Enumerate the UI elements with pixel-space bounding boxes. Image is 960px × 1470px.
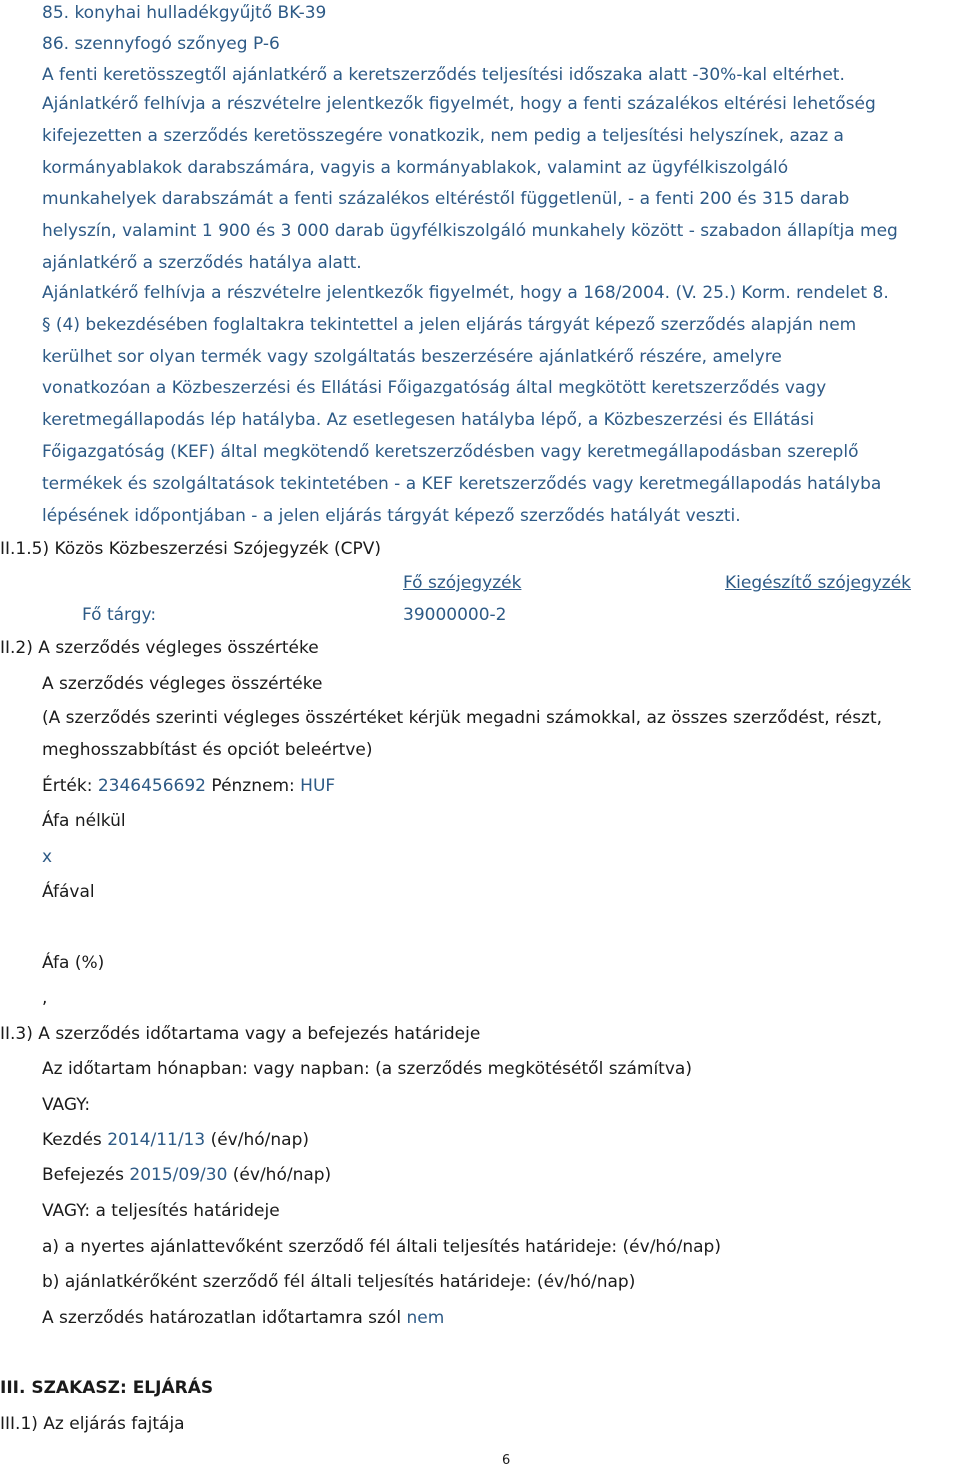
duration-line: Az időtartam hónapban: vagy napban: (a szerződés megkötésétől számítva) [42, 1059, 692, 1079]
value-note: meghosszabbítást és opciót beleértve) [42, 740, 373, 760]
start-date: 2014/11/13 [107, 1130, 206, 1150]
paragraph-line: § (4) bekezdésében foglaltakra tekintettel a jelen eljárás tárgyát képező szerződés alapján nem [42, 314, 857, 335]
paragraph-line: kifejezetten a szerződés keretösszegére vonatkozik, nem pedig a teljesítési helyszínek, azaz a [42, 125, 844, 146]
intro-line: A fenti keretösszegtől ajánlatkérő a keretszerződés teljesítési időszaka alatt -30%-kal eltérhet. [42, 65, 845, 85]
paragraph-line: Ajánlatkérő felhívja a részvételre jelentkezők figyelmét, hogy a 168/2004. (V. 25.) Korm. rendelet 8. [42, 283, 889, 303]
duration-or: VAGY: [42, 1095, 91, 1115]
vat-percent-value: , [42, 988, 48, 1008]
indefinite-row [42, 1307, 444, 1329]
paragraph-line: Főigazgatóság (KEF) által megkötendő keretszerződésben vagy keretmegállapodásban szereplő [42, 441, 859, 462]
paragraph-line: ajánlatkérő a szerződés hatálya alatt. [42, 252, 362, 273]
vat-included-label: Áfával [42, 882, 95, 902]
section-subheading: III.1) Az eljárás fajtája [0, 1414, 185, 1434]
start-format: (év/hó/nap) [210, 1130, 309, 1150]
page-number: 6 [502, 1453, 511, 1468]
end-date: 2015/09/30 [129, 1165, 228, 1185]
paragraph-line: termékek és szolgáltatások tekintetében - a KEF keretszerződés vagy keretmegállapodás hatályba [42, 473, 882, 494]
list-item-86: 86. szennyfogó szőnyeg P-6 [42, 34, 280, 54]
deadline-b: b) ajánlatkérőként szerződő fél általi teljesítés határideje: (év/hó/nap) [42, 1272, 636, 1292]
end-date-row [42, 1164, 331, 1186]
currency-label: Pénznem: [211, 776, 295, 796]
value-row [42, 775, 335, 797]
paragraph-line: vonatkozóan a Közbeszerzési és Ellátási Főigazgatóság által megkötött keretszerződés vagy [42, 378, 827, 399]
duration-heading: II.3) A szerződés időtartama vagy a befejezés határideje [0, 1024, 481, 1044]
vat-excluded-mark: x [42, 847, 53, 867]
paragraph-line: Ajánlatkérő felhívja a részvételre jelentkezők figyelmét, hogy a fenti százalékos eltérési lehetőség [42, 94, 876, 114]
paragraph-line: keretmegállapodás lép hatályba. Az esetlegesen hatályba lépő, a Közbeszerzési és Ellátási [42, 410, 815, 431]
value-heading: II.2) A szerződés végleges összértéke [0, 638, 319, 658]
value-subheading: A szerződés végleges összértéke [42, 674, 323, 694]
deadline-a: a) a nyertes ajánlattevőként szerződő fél általi teljesítés határideje: (év/hó/nap) [42, 1237, 721, 1257]
cpv-main-column-header: Fő szójegyzék [403, 573, 522, 593]
paragraph-line: kormányablakok darabszámára, vagyis a kormányablakok, valamint az ügyfélkiszolgáló [42, 157, 789, 178]
deadline-or: VAGY: a teljesítés határideje [42, 1201, 280, 1221]
paragraph-line: kerülhet sor olyan termék vagy szolgáltatás beszerzésére ajánlatkérő részére, amelyre [42, 346, 782, 367]
cpv-extra-column-header: Kiegészítő szójegyzék [725, 573, 911, 593]
vat-excluded-label: Áfa nélkül [42, 811, 126, 831]
cpv-code: 39000000-2 [403, 605, 507, 625]
end-format: (év/hó/nap) [232, 1165, 332, 1185]
indefinite-value: nem [406, 1308, 445, 1328]
paragraph-line: munkahelyek darabszámát a fenti százalékos eltéréstől függetlenül, - a fenti 200 és 315 darab [42, 189, 850, 210]
paragraph-line: lépésének időpontjában - a jelen eljárás tárgyát képező szerződés hatályát veszti. [42, 505, 741, 526]
indefinite-label: A szerződés határozatlan időtartamra szól [42, 1308, 402, 1328]
paragraph-line: helyszín, valamint 1 900 és 3 000 darab ügyfélkiszolgáló munkahely között - szabadon állapítja meg [42, 221, 898, 242]
currency-value: HUF [300, 776, 336, 796]
cpv-heading: II.1.5) Közös Közbeszerzési Szójegyzék (CPV) [0, 539, 382, 559]
value-note: (A szerződés szerinti végleges összértéket kérjük megadni számokkal, az összes szerződést, részt, [42, 708, 883, 728]
vat-percent-label: Áfa (%) [42, 953, 105, 973]
section-heading: III. SZAKASZ: ELJÁRÁS [0, 1378, 214, 1398]
start-label: Kezdés [42, 1130, 102, 1150]
paragraph-kef [42, 278, 954, 532]
paragraph-scope [42, 89, 954, 280]
value-amount: 2346456692 [97, 776, 207, 796]
value-label: Érték: [42, 776, 93, 796]
end-label: Befejezés [42, 1165, 124, 1185]
list-item-85: 85. konyhai hulladékgyűjtő BK-39 [42, 3, 327, 23]
start-date-row [42, 1129, 309, 1151]
cpv-row-label: Fő tárgy: [82, 605, 157, 625]
